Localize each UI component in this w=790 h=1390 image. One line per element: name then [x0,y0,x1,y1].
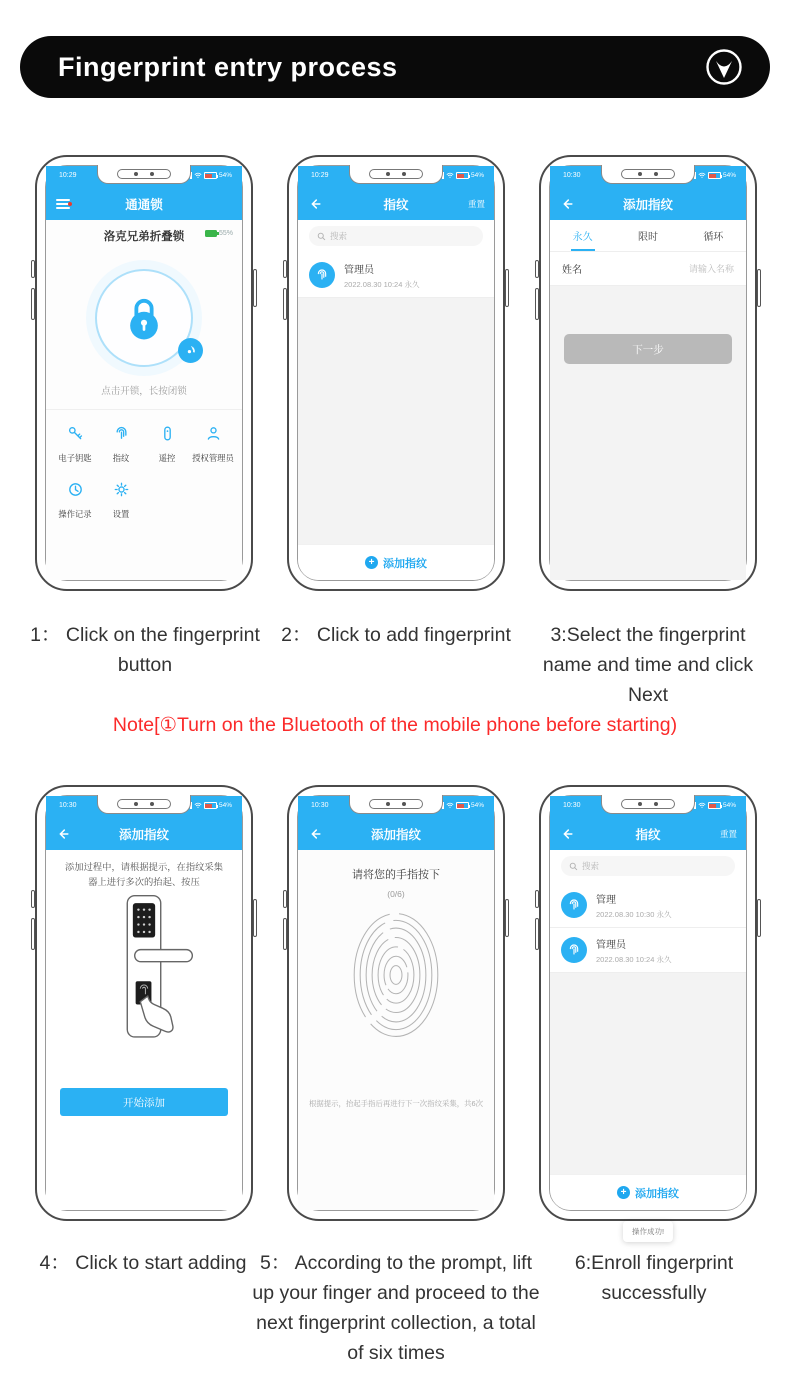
item-name: 管理员 [596,939,626,951]
page-title: Fingerprint entry process [58,51,398,82]
screen [297,165,495,581]
phone-5-collecting [287,785,505,1221]
phone-3-add-fingerprint-form [539,155,757,591]
add-fingerprint-button[interactable]: + 添加指纹 [298,544,494,580]
avatar [561,937,587,963]
back-arrow-icon [308,827,322,841]
screen [549,795,747,1236]
fingerprint-list-item[interactable] [550,883,746,928]
name-placeholder: 请输入名称 [688,264,734,274]
start-adding-button[interactable]: 开始添加 [60,1088,228,1116]
collect-tip: 根据提示，抬起手指后再进行下一次指纹采集，共6次 [308,1099,484,1108]
note-text: Note[①Turn on the Bluetooth of the mobile phone before starting) [112,714,678,736]
success-toast: 操作成功! [623,1221,673,1242]
next-button[interactable]: 下一步 [564,334,732,364]
reset-button[interactable]: 重置 [719,829,737,839]
volume-button [283,288,287,320]
page-heading: 指纹 [635,828,661,842]
back-button[interactable] [308,818,322,850]
plus-icon [365,556,378,569]
records-icon [66,480,85,499]
search-placeholder: 搜索 [582,861,600,871]
battery-percent: 54% [218,802,232,809]
back-button[interactable] [56,818,70,850]
status-time: 10:30 [563,172,581,179]
back-arrow-icon [560,827,574,841]
menu-item-records[interactable]: 操作记录 [52,480,98,520]
speaker [117,799,171,809]
tip-line-2: 器上进行多次的抬起、按压 [88,877,200,887]
wifi-icon [698,172,706,179]
item-meta: 2022.08.30 10:30 永久 [596,909,672,919]
fingerprint-list-item[interactable] [550,928,746,973]
screen [549,165,747,581]
search-placeholder: 搜索 [330,231,348,241]
caption-step-2: 2： Click to add fingerprint [281,624,511,646]
app-bar [550,818,746,850]
fingerprint-icon [566,942,582,958]
phone-2-fingerprint-list [287,155,505,591]
status-time: 10:29 [311,172,329,179]
tip-line-1: 添加过程中，请根据提示，在指纹采集 [64,862,224,872]
validity-tabs [550,220,746,252]
search-input[interactable] [561,856,735,876]
tab-permanent[interactable]: 永久 [550,220,615,251]
page-heading: 添加指纹 [118,828,169,842]
volume-button [283,890,287,908]
phone-1-home-screen [35,155,253,591]
speaker [117,169,171,179]
menu-item-settings[interactable]: 设置 [98,480,144,520]
app-bar [298,818,494,850]
app-bar [298,188,494,220]
collect-body [298,850,494,1210]
notch [601,795,695,814]
battery-percent: 54% [470,172,484,179]
lock-name: 洛克兄弟折叠锁 [103,231,185,243]
battery-icon [456,172,469,179]
power-button [505,899,509,937]
status-time: 10:29 [59,172,77,179]
wifi-icon [194,172,202,179]
battery-icon [204,802,217,809]
back-button[interactable] [308,188,322,220]
back-arrow-icon [308,197,322,211]
screen [297,795,495,1211]
progress-counter: (0/6) [387,889,405,899]
fingerprint-icon [112,424,131,443]
battery-icon [708,172,721,179]
app-title: 通通锁 [125,198,163,212]
home-menu [46,410,242,520]
menu-button[interactable] [56,188,70,220]
speaker [621,799,675,809]
remote-icon [158,424,177,443]
item-meta: 2022.08.30 10:24 永久 [596,954,672,964]
status-time: 10:30 [563,802,581,809]
search-section [550,850,746,883]
power-button [757,899,761,937]
battery-percent: 54% [470,802,484,809]
back-button[interactable] [560,188,574,220]
hamburger-icon [56,199,70,210]
battery-icon [456,802,469,809]
search-section [298,220,494,253]
phone-4-start-adding [35,785,253,1221]
settings-icon [112,480,131,499]
back-arrow-icon [56,827,70,841]
menu-item-ekey[interactable]: 电子钥匙 [52,424,98,464]
name-label: 姓名 [562,265,582,276]
menu-item-fingerprint[interactable]: 指纹 [98,424,144,464]
caption-step-4: 4： Click to start adding [39,1252,247,1274]
menu-item-remote[interactable]: 遥控 [144,424,190,464]
plus-icon [617,1186,630,1199]
power-button [505,269,509,307]
battery-percent: 54% [722,802,736,809]
page-heading: 添加指纹 [370,828,421,842]
battery-percent: 54% [722,172,736,179]
notch [97,165,191,184]
touch-icon [184,344,197,357]
caption-step-1: 1： Click on the fingerprint button [30,624,260,676]
lock-battery-icon [205,230,217,237]
volume-button [535,260,539,278]
page-heading: 指纹 [383,198,409,212]
status-time: 10:30 [59,802,77,809]
volume-button [535,890,539,908]
page-heading: 添加指纹 [622,198,673,212]
back-arrow-icon [560,197,574,211]
lock-icon [123,294,165,342]
item-name: 管理员 [344,264,374,276]
notch [349,165,443,184]
volume-button [31,288,35,320]
volume-button [535,918,539,950]
app-bar [46,818,242,850]
app-bar [550,188,746,220]
power-button [757,269,761,307]
lock-battery: 55% [205,230,233,237]
fingerprint-graphic [344,911,448,1039]
screen [45,795,243,1211]
status-time: 10:30 [311,802,329,809]
wifi-icon [194,802,202,809]
menu-item-admin[interactable]: 授权管理员 [190,424,236,464]
volume-button [535,288,539,320]
ekey-icon [66,424,85,443]
caption-step-3: 3:Select the fingerprint name and time and click Next [542,624,754,706]
power-button [253,269,257,307]
add-fingerprint-button[interactable]: + 添加指纹 [550,1174,746,1210]
form-body [550,286,746,580]
speaker [621,169,675,179]
avatar [309,262,335,288]
start-body [46,850,242,1210]
power-button [253,899,257,937]
volume-button [31,918,35,950]
press-hint: 请将您的手指按下 [352,869,440,881]
volume-button [283,918,287,950]
speaker [369,169,423,179]
caption-step-5: 5： According to the prompt, lift up your finger and proceed to the next fingerprint collection, a total of six times [252,1252,540,1364]
item-meta: 2022.08.30 10:24 永久 [344,279,420,289]
avatar [561,892,587,918]
search-icon [317,232,326,241]
item-name: 管理 [596,894,616,906]
back-button[interactable] [560,818,574,850]
battery-icon [708,802,721,809]
volume-button [283,260,287,278]
battery-icon [204,172,217,179]
app-bar [46,188,242,220]
search-icon [569,862,578,871]
title-banner [20,36,770,98]
fingerprint-icon [566,897,582,913]
phone-6-success-list [539,785,757,1236]
tab-recurring[interactable]: 循环 [703,232,724,243]
speaker [369,799,423,809]
volume-button [31,890,35,908]
door-lock-illustration [74,892,214,1050]
notch [601,165,695,184]
home-body [46,220,242,580]
caption-step-6: 6:Enroll fingerprint successfully [574,1252,734,1304]
reset-button[interactable]: 重置 [467,199,485,209]
admin-icon [204,424,223,443]
wifi-icon [446,802,454,809]
chevron-down-icon[interactable] [704,47,744,87]
fingerprint-list-item[interactable] [298,253,494,298]
volume-button [31,260,35,278]
tab-timed[interactable]: 限时 [637,232,658,243]
notch [97,795,191,814]
unlock-hint: 点击开锁，长按闭锁 [101,386,187,397]
touch-unlock-button[interactable] [178,338,203,363]
battery-percent: 54% [218,172,232,179]
wifi-icon [698,802,706,809]
empty-area [298,298,494,544]
search-input[interactable] [309,226,483,246]
fingerprint-icon [314,267,330,283]
wifi-icon [446,172,454,179]
name-field[interactable] [550,252,746,286]
screen [45,165,243,581]
notch [349,795,443,814]
